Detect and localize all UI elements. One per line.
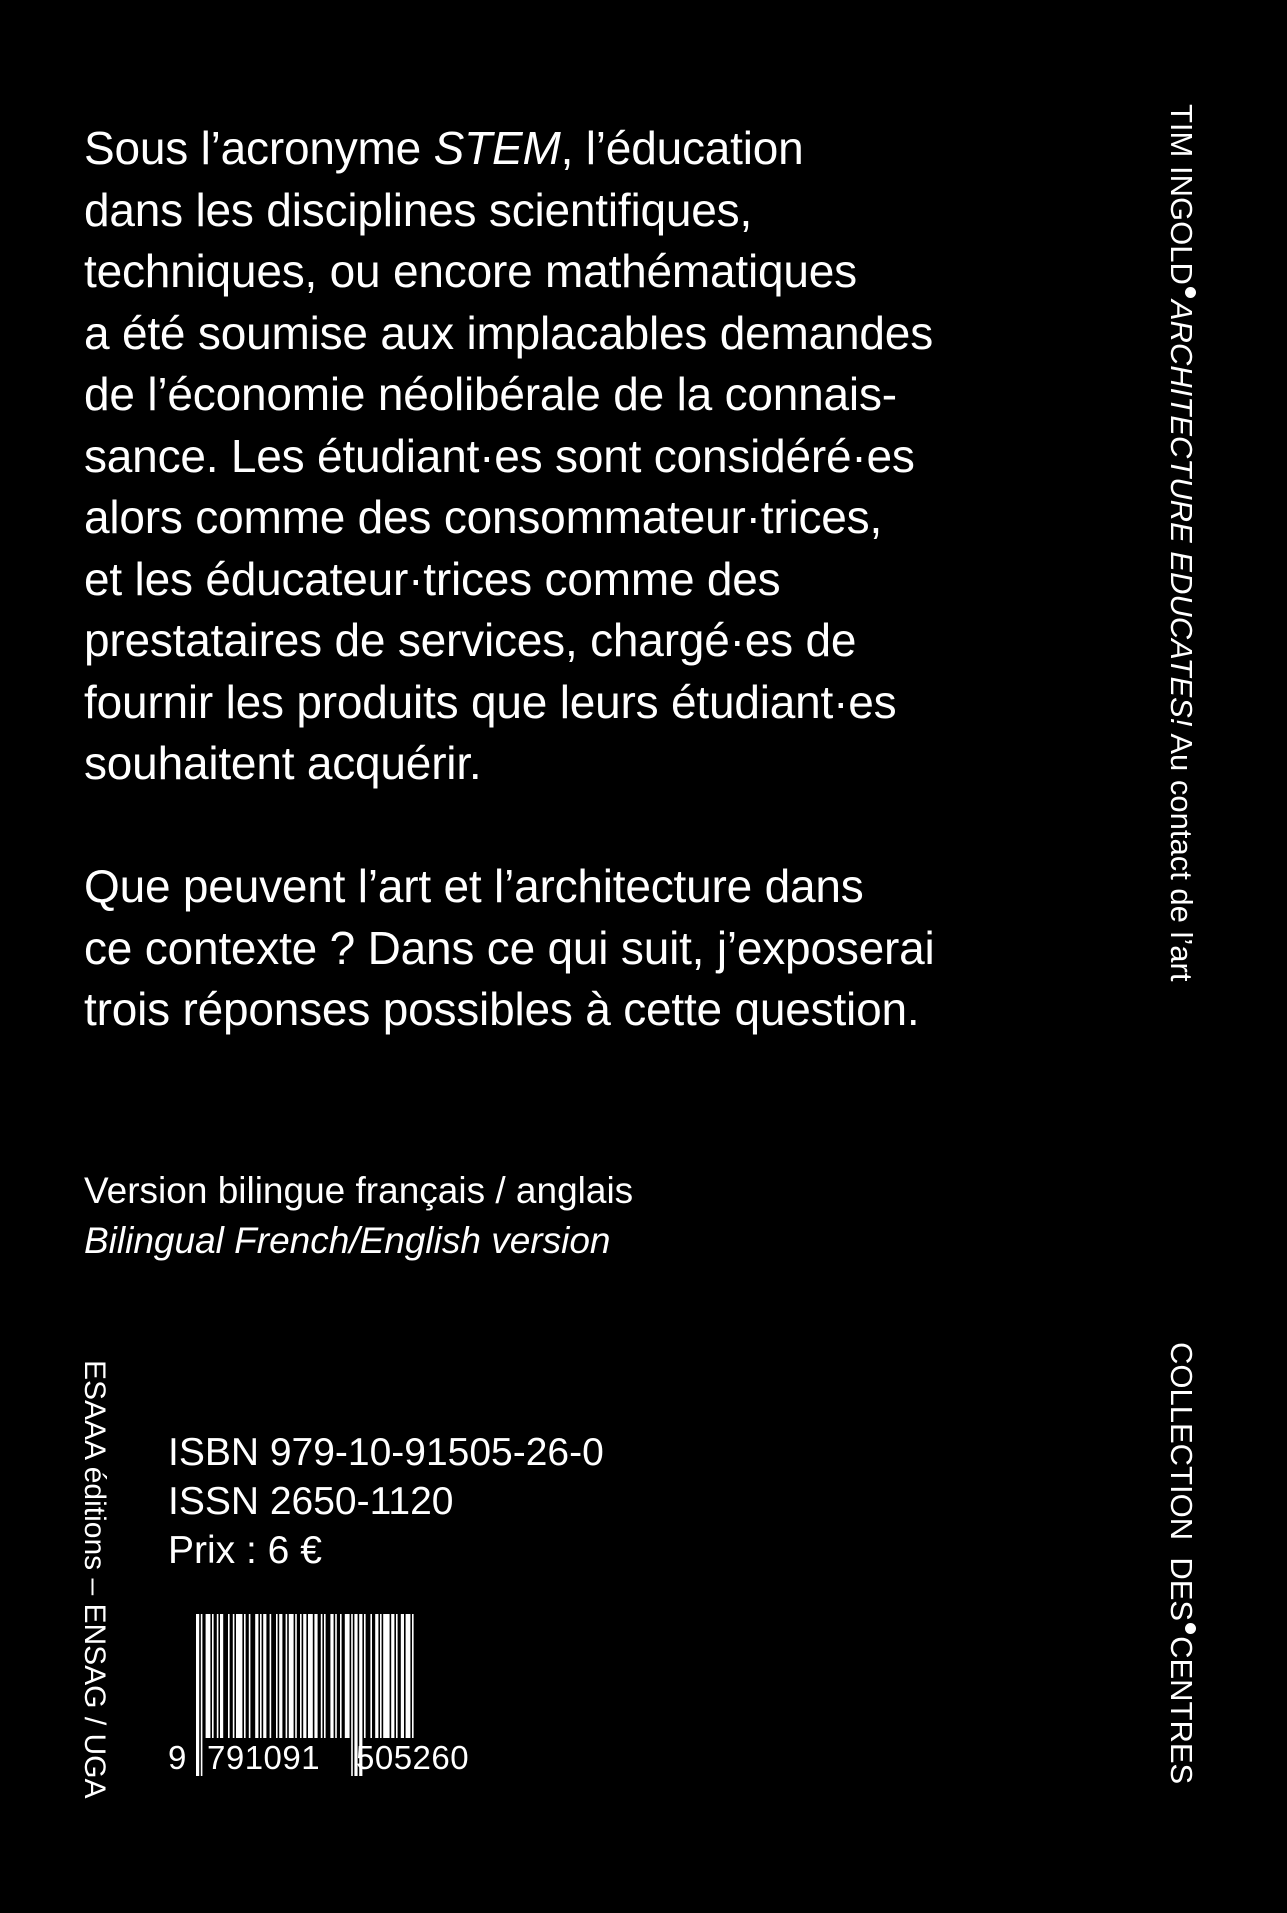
spine-collection-block xyxy=(1164,1342,1199,1785)
barcode-bar xyxy=(270,1614,272,1738)
barcode-bar xyxy=(217,1614,219,1738)
blurb-line: et les éducateur·trices comme des xyxy=(84,552,781,605)
barcode-bar xyxy=(383,1614,389,1738)
barcode-bar xyxy=(308,1614,313,1738)
barcode-bar xyxy=(255,1614,258,1738)
bilingual-note-fr: Version bilingue français / anglais xyxy=(84,1170,634,1211)
price-text: Prix : 6 € xyxy=(168,1529,322,1572)
barcode-bar xyxy=(412,1614,414,1738)
blurb-line: trois réponses possibles à cette question. xyxy=(84,983,920,1035)
blurb-line: souhaitent acquérir. xyxy=(84,737,482,789)
blurb-line-text: Sous l’acronyme xyxy=(84,122,434,174)
barcode-first-digit: 9 xyxy=(168,1739,187,1776)
barcode-bar xyxy=(335,1614,337,1738)
barcode-bar xyxy=(314,1614,317,1738)
spine-collection-rotated xyxy=(1165,1342,1197,1784)
bilingual-note xyxy=(84,1166,633,1266)
blurb-line xyxy=(84,118,1084,180)
barcode-bar xyxy=(206,1614,211,1738)
barcode-bar xyxy=(212,1614,214,1738)
spine-subtitle: Au contact de l’art xyxy=(1164,733,1199,982)
blurb-line: sance. Les étudiant·es sont considéré·es xyxy=(84,429,915,482)
barcode-bar xyxy=(391,1614,394,1738)
blurb-line: alors comme des consommateur·trices, xyxy=(84,491,883,543)
spine-title-block xyxy=(1164,104,1199,982)
barcode-bar xyxy=(324,1614,326,1738)
barcode-left-group: 791091 xyxy=(207,1739,321,1776)
barcode-bar xyxy=(345,1614,350,1738)
barcode-bar xyxy=(300,1614,302,1738)
barcode-bar xyxy=(276,1614,278,1738)
barcode-bar xyxy=(196,1614,199,1776)
barcode-bar xyxy=(260,1614,262,1738)
barcode-bar xyxy=(244,1614,246,1738)
stem-acronym: STEM xyxy=(433,122,561,174)
barcode-bar xyxy=(233,1614,235,1738)
publisher-block xyxy=(78,1360,111,1799)
blurb-line: fournir les produits que leurs étudiant·es xyxy=(84,675,897,728)
barcode-bar xyxy=(228,1614,230,1738)
blurb-line: prestataires de services, chargé·es de xyxy=(84,614,857,666)
spine-title-rotated xyxy=(1165,104,1197,981)
publication-codes xyxy=(168,1428,604,1575)
blurb-line-text: , l’éducation xyxy=(560,122,804,174)
barcode-bar xyxy=(263,1614,266,1738)
barcode-bar xyxy=(375,1614,378,1738)
barcode-bar xyxy=(380,1614,382,1738)
collection-word-1: COLLECTION xyxy=(1164,1342,1199,1541)
blurb-line: a été soumise aux implacables demandes xyxy=(84,306,933,359)
bullet-dot-icon xyxy=(1185,1623,1196,1634)
barcode-bar xyxy=(295,1614,297,1738)
blurb-line: dans les disciplines scientifiques, xyxy=(84,183,753,236)
barcode-bar xyxy=(220,1614,223,1738)
collection-word-3: CENTRES xyxy=(1164,1636,1199,1785)
blurb-line: techniques, ou encore mathématiques xyxy=(84,245,857,297)
blurb-line: de l’économie néolibérale de la connais- xyxy=(84,368,897,420)
barcode-bar xyxy=(303,1614,306,1738)
barcode-bar xyxy=(351,1614,353,1776)
barcode-bar xyxy=(286,1614,288,1738)
spine-title: ARCHITECTURE EDUCATES! xyxy=(1164,299,1199,727)
barcode-bar xyxy=(201,1614,203,1776)
issn-text: ISSN 2650-1120 xyxy=(168,1480,454,1523)
publisher-text: ESAAA éditions – ENSAG / UGA xyxy=(78,1360,111,1799)
blurb-line: Que peuvent l’art et l’architecture dans xyxy=(84,860,864,912)
bullet-dot-icon xyxy=(1185,287,1196,298)
isbn-text: ISBN 979-10-91505-26-0 xyxy=(168,1431,604,1474)
barcode-bar xyxy=(289,1614,294,1738)
barcode-bar xyxy=(370,1614,372,1738)
barcode-bar xyxy=(340,1614,342,1738)
bilingual-note-en: Bilingual French/English version xyxy=(84,1220,611,1261)
back-cover-blurb xyxy=(84,118,1084,1041)
barcode-bar xyxy=(396,1614,398,1738)
publisher-rotated xyxy=(78,1360,110,1799)
collection-word-2: DES xyxy=(1164,1557,1199,1622)
barcode-bar xyxy=(279,1614,282,1738)
barcode-bar xyxy=(364,1614,366,1738)
barcode-bar xyxy=(401,1614,404,1738)
barcode-bar xyxy=(330,1614,333,1738)
barcode-bar xyxy=(236,1614,242,1738)
blurb-paragraph-1 xyxy=(84,118,1084,795)
barcode-bar xyxy=(321,1614,323,1738)
blurb-line: ce contexte ? Dans ce qui suit, j’exposerai xyxy=(84,921,935,974)
barcode-bar xyxy=(249,1614,251,1738)
barcode-bar xyxy=(406,1614,411,1738)
barcode-right-group: 505260 xyxy=(356,1739,470,1776)
blurb-paragraph-2 xyxy=(84,856,1084,1041)
spine-author: TIM INGOLD xyxy=(1164,104,1199,285)
